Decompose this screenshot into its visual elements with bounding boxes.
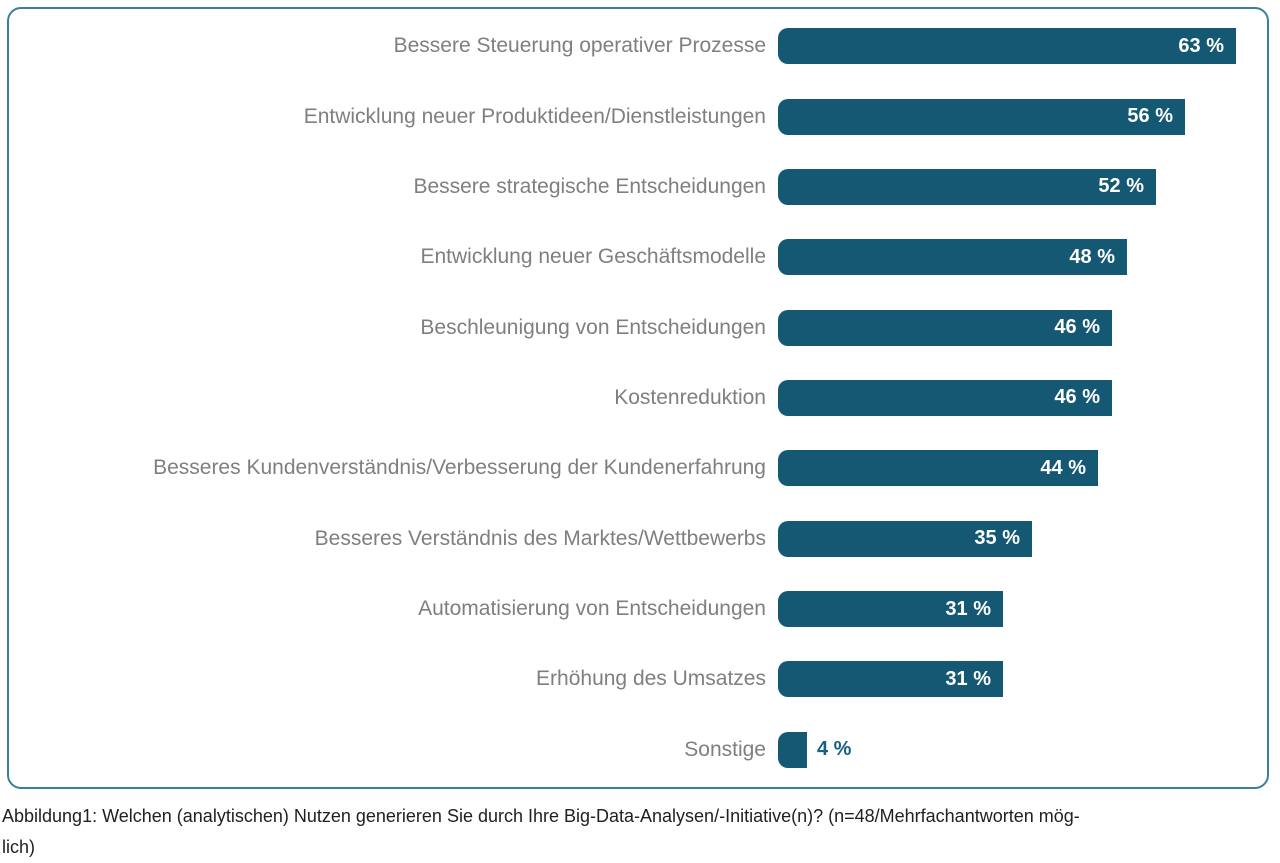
bar (778, 450, 1098, 486)
value-label: 63 % (1178, 34, 1224, 57)
chart-row (9, 504, 1267, 574)
bar-area (778, 644, 1267, 714)
bar-area (778, 574, 1267, 644)
bar (778, 169, 1156, 205)
chart-row (9, 433, 1267, 503)
bar-area (778, 292, 1267, 362)
value-label: 46 % (1054, 316, 1100, 339)
bar-area (778, 81, 1267, 151)
category-label: Entwicklung neuer Geschäftsmodelle (420, 245, 766, 269)
chart-row (9, 222, 1267, 292)
bar-chart (9, 9, 1267, 787)
category-label: Beschleunigung von Entscheidungen (420, 315, 766, 339)
value-label: 52 % (1098, 175, 1144, 198)
bar-area (778, 715, 1267, 785)
value-label: 31 % (945, 597, 991, 620)
bar-area (778, 363, 1267, 433)
category-label: Erhöhung des Umsatzes (536, 667, 766, 691)
bar-area (778, 433, 1267, 503)
bar (778, 239, 1127, 275)
category-label: Entwicklung neuer Produktideen/Dienstleistungen (303, 104, 766, 128)
chart-row (9, 11, 1267, 81)
category-label: Bessere strategische Entscheidungen (413, 174, 766, 198)
bar-area (778, 11, 1267, 81)
bar-area (778, 504, 1267, 574)
chart-frame (7, 7, 1269, 789)
figure-caption-line1: Abbildung1: Welchen (analytischen) Nutzen generieren Sie durch Ihre Big-Data-Analysen/-Initiative(n)? (n=48/Mehrfachantworten mög- (2, 806, 1080, 826)
value-label: 35 % (974, 527, 1020, 550)
bar (778, 380, 1112, 416)
category-label: Automatisierung von Entscheidungen (418, 597, 766, 621)
chart-row (9, 715, 1267, 785)
value-label: 56 % (1127, 105, 1173, 128)
value-label: 46 % (1054, 386, 1100, 409)
category-label: Bessere Steuerung operativer Prozesse (393, 34, 766, 58)
value-label: 31 % (945, 667, 991, 690)
bar (778, 591, 1003, 627)
bar (778, 521, 1032, 557)
bar (778, 28, 1236, 64)
value-label: 44 % (1040, 456, 1086, 479)
category-label: Besseres Verständnis des Marktes/Wettbewerbs (314, 526, 766, 550)
bar (778, 310, 1112, 346)
chart-row (9, 81, 1267, 151)
chart-row (9, 152, 1267, 222)
figure-caption (2, 801, 1272, 863)
value-label: 4 % (817, 738, 852, 761)
chart-row (9, 363, 1267, 433)
bar-area (778, 222, 1267, 292)
bar-area (778, 152, 1267, 222)
chart-row (9, 644, 1267, 714)
chart-row (9, 574, 1267, 644)
value-label: 48 % (1069, 245, 1115, 268)
chart-row (9, 292, 1267, 362)
bar (778, 661, 1003, 697)
category-label: Sonstige (684, 737, 766, 761)
category-label: Kostenreduktion (614, 385, 766, 409)
bar (778, 732, 807, 768)
bar (778, 99, 1185, 135)
figure-caption-line2: lich) (2, 837, 36, 857)
category-label: Besseres Kundenverständnis/Verbesserung der Kundenerfahrung (153, 456, 766, 480)
